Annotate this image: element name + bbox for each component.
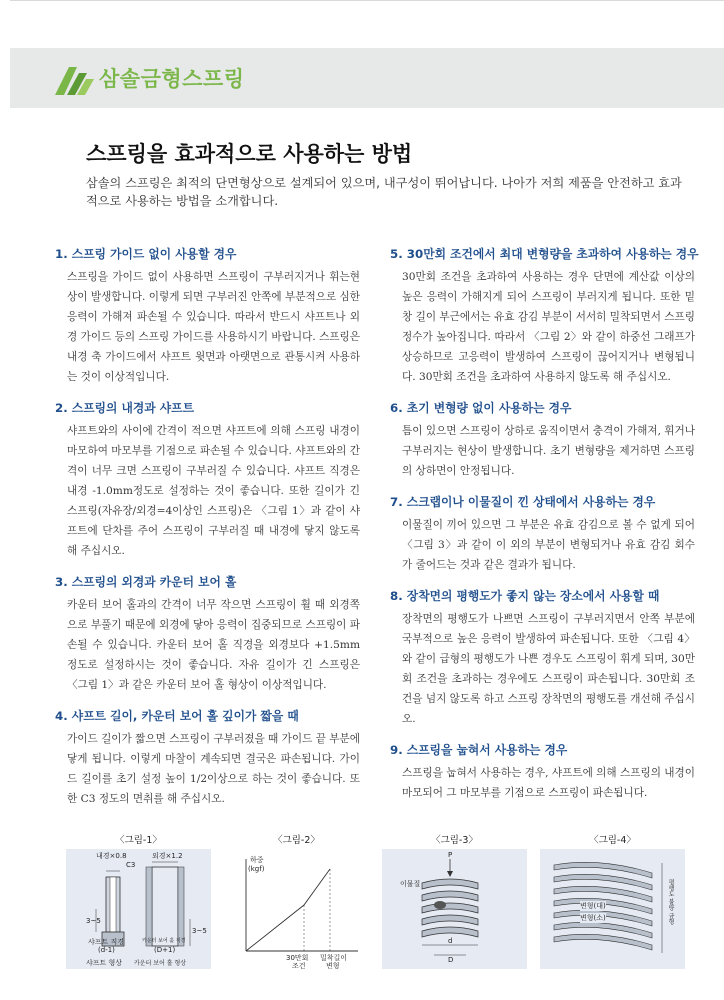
figure-2-diagram xyxy=(224,849,369,969)
section-3 xyxy=(55,572,360,695)
figure-row xyxy=(66,833,686,988)
figure-4 xyxy=(540,833,685,969)
section-title: 7. 스크랩이나 이물질이 낀 상태에서 사용하는 경우 xyxy=(390,495,656,509)
section-6 xyxy=(390,398,695,481)
inner-d-label: d xyxy=(448,937,453,945)
section-title: 2. 스프링의 내경과 샤프트 xyxy=(55,401,194,415)
shaft-dia-label: 샤프트 직경 xyxy=(88,938,125,946)
section-title: 6. 초기 변형량 없이 사용하는 경우 xyxy=(390,401,572,415)
section-1 xyxy=(55,244,360,387)
bore-dia-label: 카운터 보어 홀 직경 xyxy=(142,938,186,944)
shaft-bore-drawing xyxy=(66,849,211,969)
section-body: 틈이 있으면 스프링이 상하로 움직이면서 충격이 가해져, 휘거나 구부러지는 현상이 발생합니다. 초기 변형량을 제거하면 스프링의 상하면이 안정됩니다. xyxy=(402,425,696,477)
figure-4-diagram xyxy=(540,849,685,969)
section-title: 4. 샤프트 길이, 카운터 보어 홀 깊이가 짧을 때 xyxy=(55,709,299,723)
section-title: 9. 스프링을 눕혀서 사용하는 경우 xyxy=(390,743,568,757)
intro-paragraph: 삼솔의 스프링은 최적의 단면형상으로 설계되어 있으며, 내구성이 뛰어납니다. 나아가 저희 제품을 안전하고 효과적으로 사용하는 방법을 소개합니다. xyxy=(86,176,682,208)
condition-label-2: 조건 xyxy=(292,962,306,970)
figure-1-diagram xyxy=(66,849,211,969)
page-title: 스프링을 효과적으로 사용하는 방법 xyxy=(86,142,413,166)
bore-shape-label: 카운터 보어 홀 형상 xyxy=(134,960,187,967)
shaft-expr-label: (d-1) xyxy=(98,946,115,954)
foreign-matter-drawing xyxy=(382,849,527,969)
section-body: 카운터 보어 홀과의 간격이 너무 작으면 스프링이 휠 때 외경쪽으로 부풀기 때문에 외경에 닿아 응력이 집중되므로 스프링이 파손될 수 있습니다. 카운터 보어 홀 직경을 외경보다 +1.5mm 정도로 설정하시는 것이 좋습니다. 자유 길이가 긴 스프링은 〈그림 1〉과 같은 카운터 보어 홀 형상이 이상적입니다. xyxy=(67,599,361,691)
section-2 xyxy=(55,398,360,561)
shaft-shape-label: 샤프트 형상 xyxy=(86,959,123,967)
section-body: 장착면의 평행도가 나쁘면 스프링이 구부러지면서 안쪽 부분에 국부적으로 높은 응력이 발생하여 파손됩니다. 또한 〈그림 4〉와 같이 급형의 평행도가 나쁜 경우도 스프링이 휘게 되며, 30만회 조건을 초과하는 경우에도 스프링이 파손됩니다. 30만회 조건을 넘지 않도록 하고 스프링 장착면의 평행도를 개선해 주십시오. xyxy=(402,613,696,725)
section-title: 5. 30만회 조건에서 최대 변형량을 초과하여 사용하는 경우 xyxy=(390,247,699,261)
figure-2 xyxy=(224,833,369,969)
load-unit-label: (kgf) xyxy=(248,865,265,873)
section-4 xyxy=(55,706,360,809)
section-8 xyxy=(390,586,695,729)
small-deform-label: 변형(소) xyxy=(580,914,606,922)
figure-3 xyxy=(382,833,527,969)
section-title: 1. 스프링 가이드 없이 사용할 경우 xyxy=(55,247,237,261)
foreign-matter-label: 이물질 xyxy=(400,880,421,888)
bore-expr-label: (D+1) xyxy=(154,946,176,954)
left-dim-label: 3~5 xyxy=(86,917,101,925)
section-title: 3. 스프링의 외경과 카운터 보어 홀 xyxy=(55,575,237,589)
load-graph-drawing xyxy=(224,849,369,969)
section-body: 이물질이 끼어 있으면 그 부분은 유효 감김으로 볼 수 없게 되어 〈그림 3〉과 같이 이 외의 부분이 변형되거나 유효 감김 회수가 줄어드는 것과 같은 결과가 됩니다. xyxy=(402,519,695,571)
section-9 xyxy=(390,740,695,803)
figure-caption: 〈그림-2〉 xyxy=(273,835,320,846)
force-p-label: P xyxy=(448,851,453,859)
section-7 xyxy=(390,492,695,575)
figure-caption: 〈그림-1〉 xyxy=(115,835,162,846)
section-5 xyxy=(390,244,699,387)
figure-caption: 〈그림-3〉 xyxy=(431,835,478,846)
section-body: 샤프트와의 사이에 간격이 적으면 샤프트에 의해 스프링 내경이 마모하여 마모부를 기점으로 파손될 수 있습니다. 샤프트와의 간격이 너무 크면 스프링이 구부러질 수 있습니다. 샤프트 직경은 내경 -1.0mm정도로 설정하는 것이 좋습니다. 또한 길이가 긴 스프링(자유장/외경=4이상인 스프링)은 〈그림 1〉과 같이 샤프트에 단차를 주어 스프링이 구부러질 때 내경에 닿지 않도록 해 주십시오. xyxy=(67,425,361,557)
c3-label: C3 xyxy=(126,861,136,869)
condition-label-1: 30만회 xyxy=(286,954,309,962)
parallelism-drawing xyxy=(540,849,685,969)
top-rule xyxy=(10,0,724,1)
load-axis-label: 하중 xyxy=(250,856,264,864)
tight-length-label-2: 변형 xyxy=(326,962,340,970)
section-body: 30만회 조건을 초과하여 사용하는 경우 단면에 계산값 이상의 높은 응력이 가해지게 되어 스프링이 부러지게 됩니다. 또한 밑창 길이 부근에서는 유효 감김 부분이 서서히 밀착되면서 스프링 정수가 높아집니다. 따라서 〈그림 2〉와 같이 하중선 그래프가 상승하므로 고응력이 발생하여 스프링이 끊어지거나 변형됩니다. 30만회 조건을 초과하여 사용하지 않도록 해 주십시오. xyxy=(402,271,696,383)
figure-3-diagram xyxy=(382,849,527,969)
figure-1 xyxy=(66,833,211,969)
section-body: 스프링을 눕혀서 사용하는 경우, 샤프트에 의해 스프링의 내경이 마모되어 그 마모부를 기점으로 스프링이 파손됩니다. xyxy=(402,767,696,799)
section-body: 스프링을 가이드 없이 사용하면 스프링이 구부러지거나 휘는현상이 발생합니다. 이렇게 되면 구부러진 안쪽에 부분적으로 심한 응력이 가해져 파손될 수 있습니다. 따라서 반드시 샤프트나 외경 가이드 등의 스프링 가이드를 사용하시기 바랍니다. 스프링은 내경 축 가이드에서 샤프트 윗면과 아랫면으로 관통시켜 사용하는 것이 이상적입니다. xyxy=(67,271,361,383)
left-column xyxy=(55,244,360,820)
brand-name: 삼솔금형스프링 xyxy=(99,67,245,91)
brand-logo xyxy=(55,60,245,96)
right-dim-label: 3~5 xyxy=(192,927,207,935)
inner-dia-label: 내경×0.8 xyxy=(96,852,127,860)
tight-length-label-1: 밀착길이 xyxy=(320,954,348,962)
section-body: 가이드 길이가 짧으면 스프링이 구부러졌을 때 가이드 끝 부분에 닿게 됩니다. 이렇게 마찰이 계속되면 결국은 파손됩니다. 가이드 길이를 초기 설정 높이 1/2이상으로 하는 것이 좋습니다. 또한 C3 정도의 면취를 해 주십시오. xyxy=(67,733,361,805)
outer-D-label: D xyxy=(448,956,454,964)
outer-dia-label: 외경×1.2 xyxy=(152,852,183,860)
brand-mark-icon xyxy=(55,61,95,95)
section-title: 8. 장착면의 평행도가 좋지 않는 장소에서 사용할 때 xyxy=(390,589,660,603)
figure-caption: 〈그림-4〉 xyxy=(589,835,636,846)
bad-parallelism-label: 평행도 불량 금형 xyxy=(667,879,674,925)
large-deform-label: 변형(대) xyxy=(580,902,606,910)
right-column xyxy=(390,244,699,814)
